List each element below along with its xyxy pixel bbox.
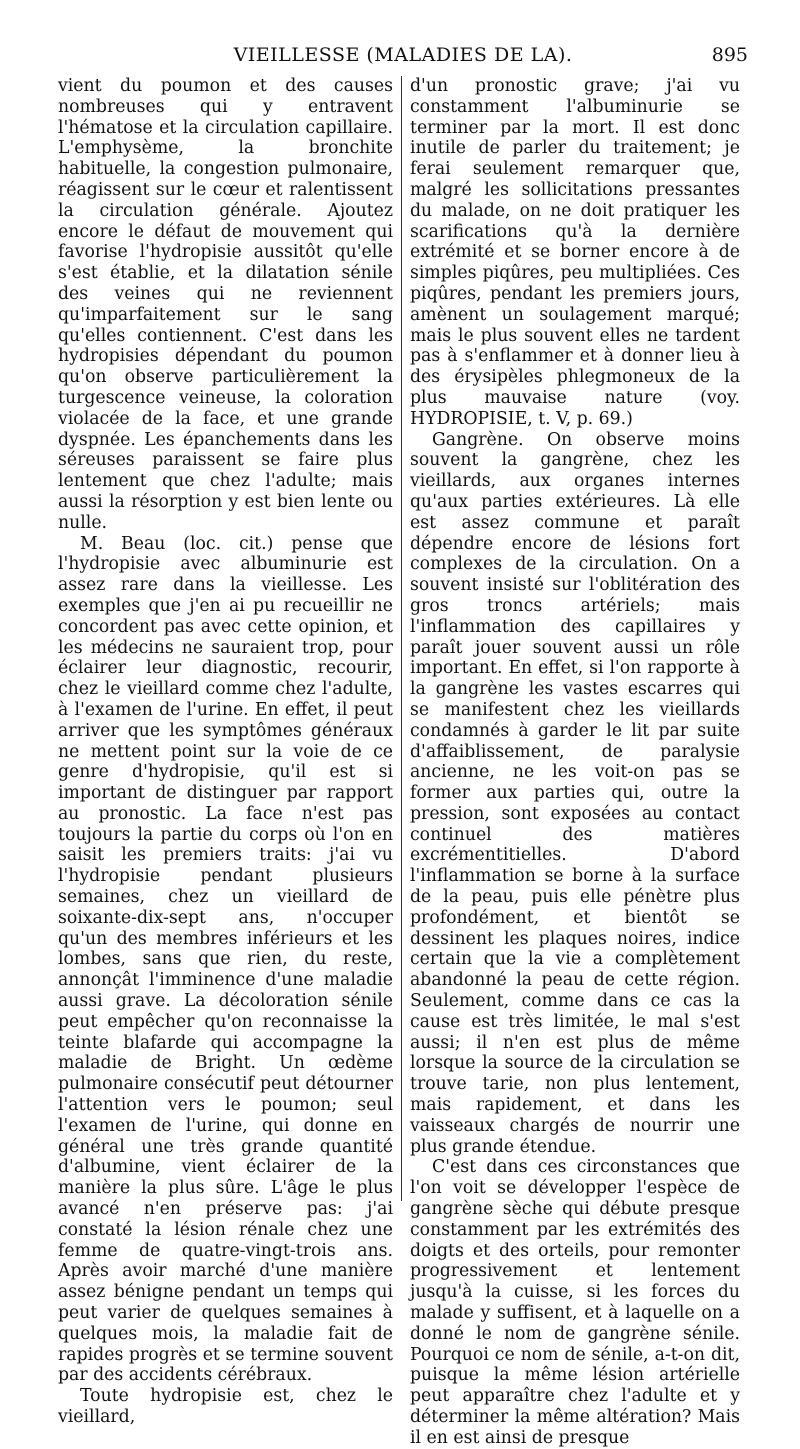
paragraph: C'est dans ces circonstances que l'on voit se développer l'espèce de gangrène sèche qui débute presque constamment par les extrémités des doigts et des orteils, pour remonter progressivement et lentement jusqu'à la cuisse, si les forces du malade y suffisent, et à laquelle on a donné le nom de gangrène sénile. Pourquoi ce nom de sénile, a-t-on dit, puisque la même lésion artérielle peut apparaître chez l'adulte et y déterminer la même altération? Mais il en est ainsi de presque: [410, 1157, 740, 1448]
paragraph: Toute hydropisie est, chez le vieillard,: [58, 1386, 393, 1427]
page-number: 895: [711, 44, 748, 66]
paragraph: Gangrène. On observe moins souvent la gangrène, chez les vieillards, aux organes internes qu'aux parties extérieures. Là elle est assez commune et paraît dépendre encore de lésions fort complexes de la circulation. On a souvent insisté sur l'oblitération des gros troncs artériels; mais l'inflammation des capillaires y paraît jouer souvent aussi un rôle important. En effet, si l'on rapporte à la gangrène les vastes escarres qui se manifestent chez les vieillards condamnés à garder le lit par suite d'affaiblissement, de paralysie ancienne, ne les voit-on pas se former aux parties qui, outre la pression, sont exposées au contact continuel des matières excrémentitielles. D'abord l'inflammation se borne à la surface de la peau, puis elle pénètre plus profondément, et bientôt se dessinent les plaques noires, indice certain que la vie a complètement abandonné la peau de cette région. Seulement, comme dans ce cas la cause est très limitée, le mal s'est aussi; il n'en est plus de même lorsque la source de la circulation se trouve tarie, non plus lentement, mais rapidement, et dans les vaisseaux chargés de nourrir une plus grande étendue.: [410, 429, 740, 1157]
running-title: VIEILLESSE (MALADIES DE LA).: [233, 44, 573, 66]
paragraph: d'un pronostic grave; j'ai vu constamment l'albuminurie se terminer par la mort. Il est donc inutile de parler du traitement; je ferai seulement remarquer que, malgré les sollicitations pressantes du malade, on ne doit pratiquer les scarifications qu'à la dernière extrémité et se borner encore à de simples piqûres, peu multipliées. Ces piqûres, pendant les premiers jours, amènent un soulagement marqué; mais le plus souvent elles ne tardent pas à s'enflammer et à donner lieu à des érysipèles phlegmoneux de la plus mauvaise nature (voy. HYDROPISIE, t. V, p. 69.): [410, 76, 740, 429]
page-header: [58, 44, 748, 72]
paragraph: M. Beau (loc. cit.) pense que l'hydropisie avec albuminurie est assez rare dans la vieillesse. Les exemples que j'en ai pu recueillir ne concordent pas avec cette opinion, et les médecins ne sauraient trop, pour éclairer leur diagnostic, recourir, chez le vieillard comme chez l'adulte, à l'examen de l'urine. En effet, il peut arriver que les symptômes généraux ne mettent point sur la voie de ce genre d'hydropisie, qu'il est si important de distinguer par rapport au pronostic. La face n'est pas toujours la partie du corps où l'on en saisit les premiers traits: j'ai vu l'hydropisie pendant plusieurs semaines, chez un vieillard de soixante-dix-sept ans, n'occuper qu'un des membres inférieurs et les lombes, sans que rien, du reste, annonçât l'imminence d'une maladie aussi grave. La décoloration sénile peut empêcher qu'on reconnaisse la teinte blafarde qui accompagne la maladie de Bright. Un œdème pulmonaire consécutif peut détourner l'attention vers le poumon; seul l'examen de l'urine, qui donne en général une très grande quantité d'albumine, vient éclairer de la manière la plus sûre. L'âge le plus avancé n'en préserve pas: j'ai constaté la lésion rénale chez une femme de quatre-vingt-trois ans. Après avoir marché d'une manière assez bénigne pendant un temps qui peut varier de quelques semaines à quelques mois, la maladie fait de rapides progrès et se termine souvent par des accidents cérébraux.: [58, 533, 393, 1386]
column-divider: [401, 76, 402, 1201]
left-column: [58, 76, 393, 1428]
paragraph: vient du poumon et des causes nombreuses qui y entravent l'hématose et la circulation capillaire. L'emphysème, la bronchite habituelle, la congestion pulmonaire, réagissent sur le cœur et ralentissent la circulation générale. Ajoutez encore le défaut de mouvement qui favorise l'hydropisie aussitôt qu'elle s'est établie, et la dilatation sénile des veines qui ne reviennent qu'imparfaitement sur le sang qu'elles contiennent. C'est dans les hydropisies dépendant du poumon qu'on observe particulièrement la turgescence veineuse, la coloration violacée de la face, et une grande dyspnée. Les épanchements dans les séreuses paraissent se faire plus lentement que chez l'adulte; mais aussi la résorption y est bien lente ou nulle.: [58, 76, 393, 533]
right-column: [410, 76, 740, 1449]
